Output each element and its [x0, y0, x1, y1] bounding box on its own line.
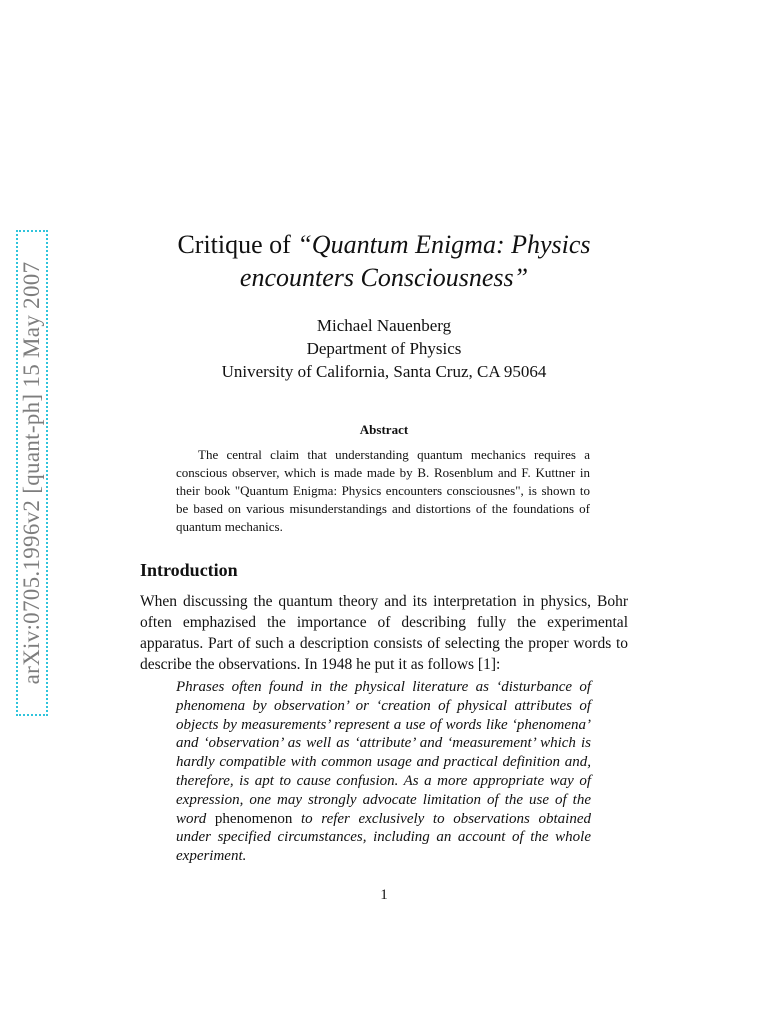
abstract-heading: Abstract — [359, 422, 409, 437]
arxiv-identifier: arXiv:0705.1996v2 [quant-ph] 15 May 2007 — [19, 261, 44, 685]
arxiv-stamp — [16, 230, 48, 716]
quote-text-before: Phrases often found in the physical literature as ‘disturbance of phenomena by observation’ or ‘creation of physical attributes of objects by measurements’ represent a use of words like ‘phenomena’ and ‘observation’ as well as ‘attribute’ and ‘measurement’ which is hardly compatible with common usage and practical definition and, therefore, is apt to cause confusion. As a more appropriate way of expression, one may strongly advocate limitation of the use of the word — [176, 679, 591, 827]
author-name: Michael Nauenberg — [316, 316, 452, 335]
title-italic-line2: encounters Consciousness” — [239, 263, 529, 292]
quote-text-after: to refer exclusively to observations obtained under specified circumstances, including an account of the whole experiment. — [176, 810, 591, 865]
author-block — [140, 314, 628, 383]
bohr-quote — [176, 678, 591, 866]
introduction-paragraph: When discussing the quantum theory and its interpretation in physics, Bohr often emphazised the importance of describing fully the experimental apparatus. Part of such a description consists of selecting the proper words to describe the observations. In 1948 he put it as follows [1]: — [140, 593, 628, 673]
title-italic-line1: “Quantum Enigma: Physics — [297, 230, 591, 259]
title-prefix: Critique of — [177, 230, 298, 259]
section-heading-introduction: Introduction — [140, 560, 238, 580]
author-institution: University of California, Santa Cruz, CA 95064 — [221, 362, 547, 381]
author-department: Department of Physics — [306, 339, 462, 358]
quote-upright-word: phenomenon — [214, 810, 293, 827]
page-number: 1 — [380, 887, 388, 903]
abstract-text: The central claim that understanding quantum mechanics requires a conscious observer, which is made made by B. Rosenblum and F. Kuttner in their book "Quantum Enigma: Physics encounters consciousnes", is shown to be based on various misunderstandings and distortions of the foundations of quantum mechanics. — [176, 447, 590, 534]
paper-title — [140, 228, 628, 294]
